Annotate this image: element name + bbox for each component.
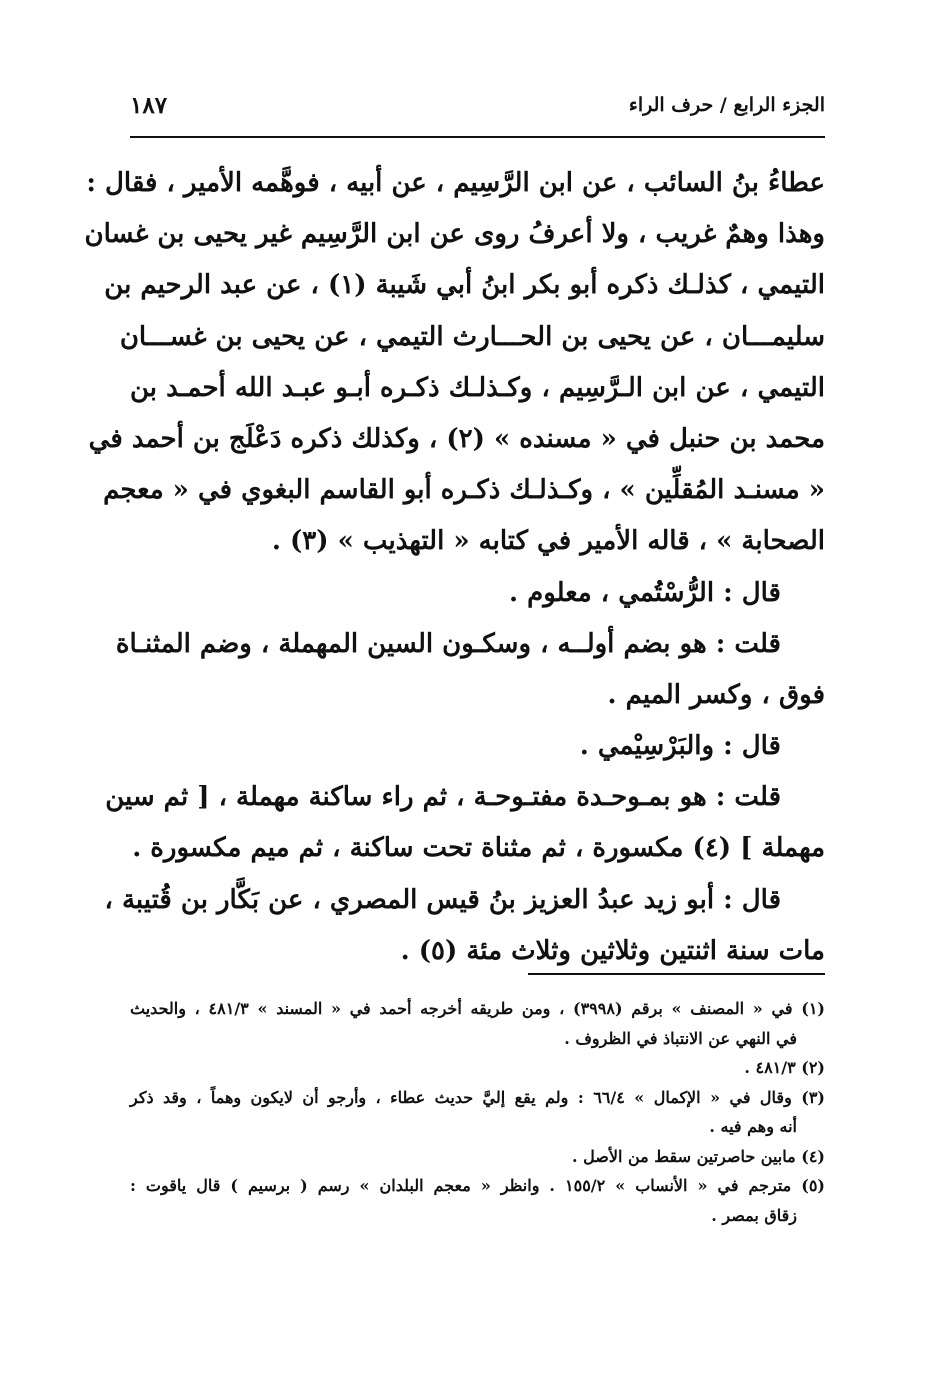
header-rule [130,136,825,138]
text-line: قلت : هو بضم أولــه ، وسكـون السين المهملة ، وضم المثنـاة [115,628,781,659]
text-line: مات سنة اثنتين وثلاثين وثلاث مئة (٥) . [400,935,825,966]
footnote-line: (٥) مترجم في « الأنساب » ١٥٥/٢ . وانظر « معجم البلدان » رسم ( برسيم ) قال ياقوت : [130,1176,825,1195]
page-number: ١٨٧ [130,92,168,119]
footnote-line: في النهي عن الانتباذ في الظروف . [564,1028,797,1048]
footnote-line: (٤) مابين حاصرتين سقط من الأصل . [572,1146,825,1166]
text-line: وهذا وهمٌ غريب ، ولا أعرفُ روى عن ابن الرَّسِيم غير يحيى بن غسان [84,219,825,250]
text-line: عطاءُ بنُ السائب ، عن ابن الرَّسِيم ، عن أبيه ، فوهَّمه الأمير ، فقال : [86,168,825,198]
footnote-line: زقاق بمصر . [711,1205,797,1225]
page-header [130,92,825,132]
footnote-line: (٢) ٤٨١/٣ . [744,1058,825,1077]
text-line: فوق ، وكسر الميم . [607,679,825,710]
text-line: سليمـــان ، عن يحيى بن الحـــارث التيمي ، عن يحيى بن غســـان [119,321,825,352]
text-line: التيمي ، كذلـك ذكره أبو بكر ابنُ أبي شَيبة (١) ، عن عبد الرحيم بن [104,270,825,301]
footnotes [130,994,825,1230]
text-line: قال : أبو زيد عبدُ العزيز بنُ قيس المصري ، عن بَكَّار بن قُتيبة ، [104,884,781,915]
text-line: التيمي ، عن ابن الـرَّسِيم ، وكـذلـك ذكـره أبـو عبـد الله أحمـد بن [130,372,825,403]
text-line: محمد بن حنبل في « مسنده » (٢) ، وكذلك ذكره دَعْلَج بن أحمد في [88,423,825,454]
footnote-line: أنه وهم فيه . [709,1117,797,1136]
running-head: الجزء الرابع / حرف الراء [628,94,825,116]
text-line: قال : والبَرْسِيْمي . [579,731,781,762]
text-line: الصحابة » ، قاله الأمير في كتابه « التهذيب » (٣) . [271,526,825,557]
text-line: قال : الرُّسْتُمي ، معلوم . [509,577,781,608]
text-line: « مسنـد المُقلِّين » ، وكـذلـك ذكـره أبو القاسم البغوي في « معجم [103,475,825,506]
footnote-line: (١) في « المصنف » برقم (٣٩٩٨) ، ومن طريقه أخرجه أحمد في « المسند » ٤٨١/٣ ، والحديث [130,999,825,1018]
main-text [84,158,825,977]
footnote-separator [528,973,825,975]
footnote-line: (٣) وقال في « الإكمال » ٦٦/٤ : ولم يقع إليَّ حديث عطاء ، وأرجو أن لايكون وهماً ، وقد ذكر [130,1087,825,1107]
text-line: مهملة ] (٤) مكسورة ، ثم مثناة تحت ساكنة ، ثم ميم مكسورة . [132,833,825,864]
text-line: قلت : هو بمـوحـدة مفتـوحـة ، ثم راء ساكنة مهملة ، [ ثم سين [105,782,781,813]
